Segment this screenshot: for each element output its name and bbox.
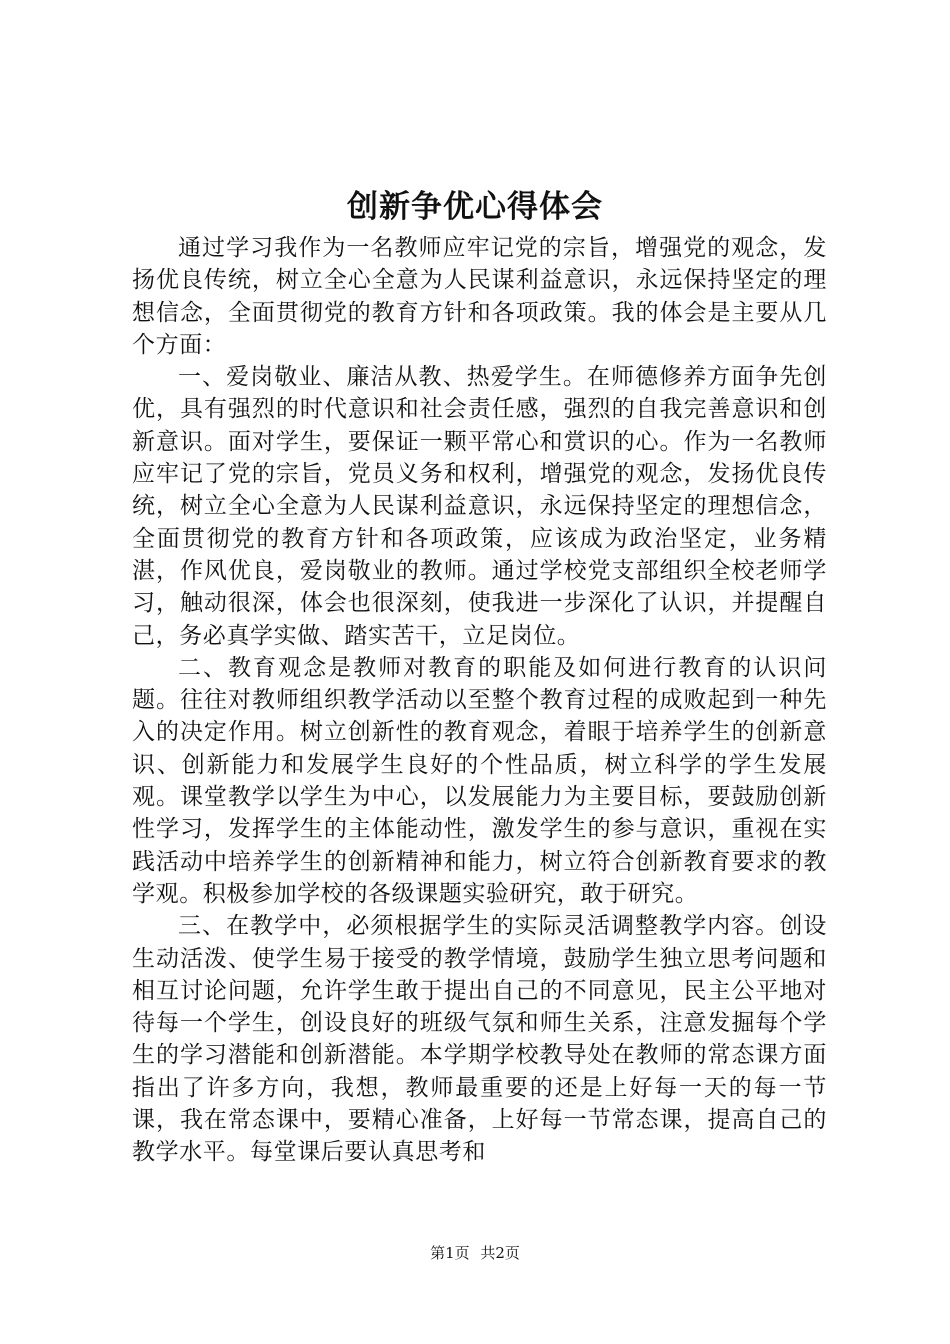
paragraph-intro: 通过学习我作为一名教师应牢记党的宗旨，增强党的观念，发扬优良传统，树立全心全意为人民谋利益意识，永远保持坚定的理想信念，全面贯彻党的教育方针和各项政策。我的体会是主要从几个方面： [132,235,827,358]
paragraph-section-1: 一、爱岗敬业、廉洁从教、热爱学生。在师德修养方面争先创优，具有强烈的时代意识和社会责任感，强烈的自我完善意识和创新意识。面对学生，要保证一颗平常心和赏识的心。作为一名教师应牢记了党的宗旨，党员义务和权利，增强党的观念，发扬优良传统，树立全心全意为人民谋利益意识，永远保持坚定的理想信念，全面贯彻党的教育方针和各项政策，应该成为政治坚定，业务精湛，作风优良，爱岗敬业的教师。通过学校党支部组织全校老师学习，触动很深，体会也很深刻，使我进一步深化了认识，并提醒自己，务必真学实做、踏实苦干，立足岗位。 [132,364,827,649]
paragraph-section-3: 三、在教学中，必须根据学生的实际灵活调整教学内容。创设生动活泼、使学生易于接受的教学情境，鼓励学生独立思考问题和相互讨论问题，允许学生敢于提出自己的不同意见，民主公平地对待每一个学生，创设良好的班级气氛和师生关系，注意发掘每个学生的学习潜能和创新潜能。本学期学校教导处在教师的常态课方面指出了许多方向，我想，教师最重要的还是上好每一天的每一节课，我在常态课中，要精心准备，上好每一节常态课，提高自己的教学水平。每堂课后要认真思考和 [132,913,827,1166]
page-total: 共2页 [480,1244,520,1262]
paragraph-section-2: 二、教育观念是教师对教育的职能及如何进行教育的认识问题。往往对教师组织教学活动以至整个教育过程的成败起到一种先入的决定作用。树立创新性的教育观念，着眼于培养学生的创新意识、创新能力和发展学生良好的个性品质，树立科学的学生发展观。课堂教学以学生为中心，以发展能力为主要目标，要鼓励创新性学习，发挥学生的主体能动性，激发学生的参与意识，重视在实践活动中培养学生的创新精神和能力，树立符合创新教育要求的教学观。积极参加学校的各级课题实验研究，敢于研究。 [132,654,827,907]
document-title: 创新争优心得体会 [347,189,603,225]
page-number: 第1页 [430,1244,470,1262]
document-body [132,232,827,1169]
page-footer [0,1242,950,1264]
